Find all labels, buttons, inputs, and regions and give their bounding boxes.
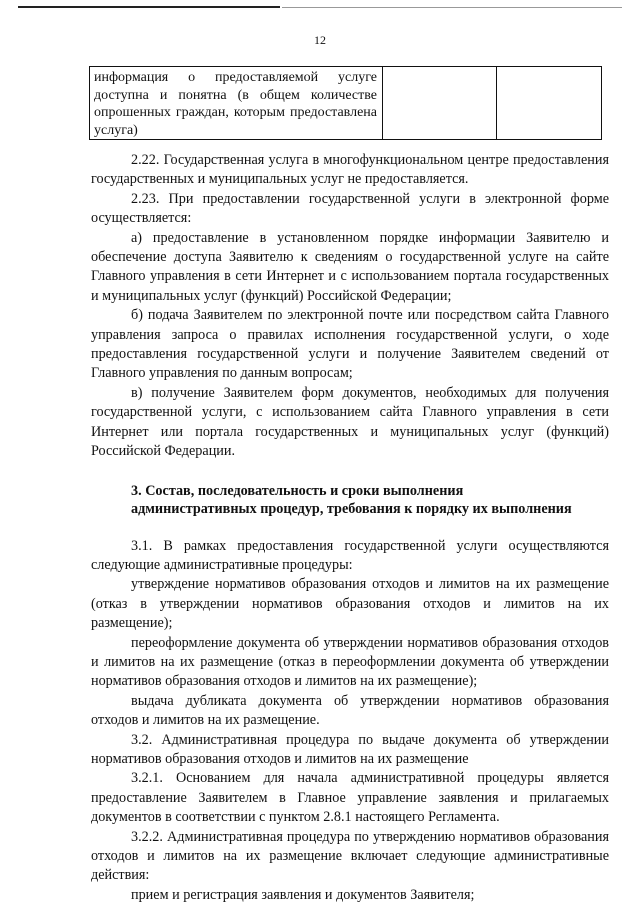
paragraph: б) подача Заявителем по электронной почте или посредством сайта Главного управления запроса о правилах исполнения государственной услуги, о ходе предоставления государственной услуги и получение Заявителем сведений от Главного управления по данным вопросам; <box>91 307 609 382</box>
paragraph: выдача дубликата документа об утверждении нормативов образования отходов и лимитов на их размещение. <box>91 692 609 729</box>
scan-edge-line-faint <box>282 7 622 8</box>
paragraph: утверждение нормативов образования отходов и лимитов на их размещение (отказ в утверждении нормативов образования отходов и лимитов на их размещение); <box>91 576 609 632</box>
table-cell-empty-1 <box>383 67 497 139</box>
scan-edge-line <box>18 6 280 8</box>
paragraph: в) получение Заявителем форм документов, необходимых для получения государственной услуги, с использованием сайта Главного управления в сети Интернет или портала государственных и муниципальных услуг (функций) Российской Федерации. <box>91 384 609 460</box>
paragraph: прием и регистрация заявления и документов Заявителя; <box>131 886 475 903</box>
paragraph: 2.22. Государственная услуга в многофункциональном центре предоставления государственных и муниципальных услуг не предоставляется. <box>91 152 609 188</box>
page-number: 12 <box>314 33 326 47</box>
paragraph: переоформление документа об утверждении нормативов образования отходов и лимитов на их размещение (отказ в переоформлении документа об утверждении нормативов образования отходов и лимитов на их размещение); <box>91 634 609 690</box>
paragraph: 3.1. В рамках предоставления государственной услуги осуществляются следующие административные процедуры: <box>91 537 609 573</box>
paragraph: 3.2. Административная процедура по выдаче документа об утверждении нормативов образования отходов и лимитов на их размещение <box>91 731 609 767</box>
section-heading-line-2: административных процедур, требования к порядку их выполнения <box>131 501 572 517</box>
document-body <box>91 151 609 905</box>
paragraph: 2.23. При предоставлении государственной услуги в электронной форме осуществляется: <box>91 190 609 227</box>
paragraph: 3.2.1. Основанием для начала административной процедуры является предоставление Заявителем в Главное управление заявления и прилагаемых документов в соответствии с пунктом 2.8.1 настоящего Регламента. <box>91 770 609 826</box>
table-cell-criterion: информация о предоставляемой услуге доступна и понятна (в общем количестве опрошенных граждан, которым предоставлена услуга) <box>90 67 383 139</box>
criteria-table <box>89 66 602 140</box>
table-cell-empty-2 <box>497 67 601 139</box>
paragraph: 3.2.2. Административная процедура по утверждению нормативов образования отходов и лимитов на их размещение включает следующие административные действия: <box>91 828 609 884</box>
section-heading-line-1: 3. Состав, последовательность и сроки выполнения <box>131 482 464 499</box>
paragraph: а) предоставление в установленном порядке информации Заявителю и обеспечение доступа Заявителю к сведениям о государственной услуге на сайте Главного управления в сети Интернет и с использованием портала государственных и муниципальных услуг (функций) Российской Федерации; <box>91 229 609 304</box>
